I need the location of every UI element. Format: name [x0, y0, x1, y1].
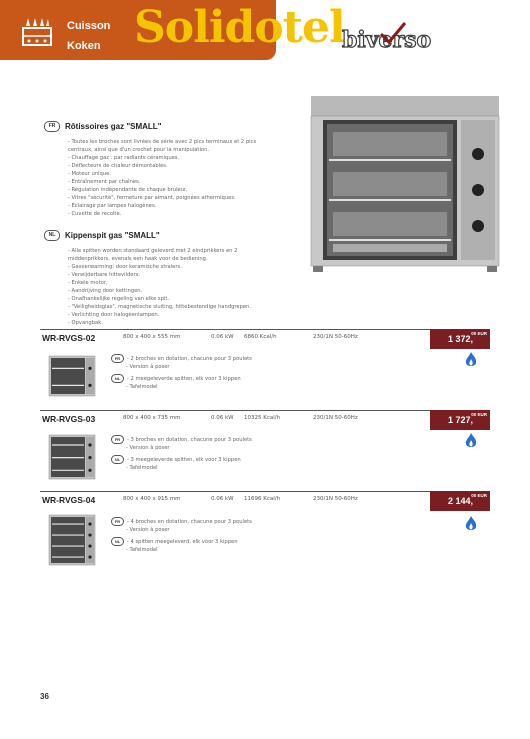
control-knob-icon	[88, 544, 91, 547]
list-item: - "Veiligheidsglas", magnetische sluiting, hittebestendige handgrepen.	[68, 304, 251, 310]
row-divider	[40, 410, 490, 411]
rotisserie-hero-image	[305, 94, 501, 274]
detail-fr-line: - 4 broches en dotation, chacune pour 3 poulets	[127, 519, 252, 525]
detail-nl-line: - Tafelmodel	[126, 546, 158, 553]
list-item: - Chauffage gaz : par radiants céramiques.	[68, 155, 180, 161]
gas-flame-icon	[465, 352, 477, 368]
gas-flame-icon	[465, 516, 477, 532]
category-title-nl: Koken	[67, 40, 101, 52]
row-divider	[40, 491, 490, 492]
list-item: - Opvangbak.	[68, 320, 103, 326]
page-number: 36	[40, 692, 49, 701]
lang-badge-nl: NL	[111, 374, 124, 383]
brand-logo-biverso: biverso	[342, 27, 432, 53]
product-heat-output: 11696 Kcal/h	[244, 496, 281, 502]
lang-badge-nl: NL	[111, 455, 124, 464]
detail-nl-line: - 3 meegeleverde spitten, elk voor 3 kippen	[127, 457, 241, 463]
product-image	[48, 355, 96, 397]
row-divider	[40, 329, 490, 330]
description-title-nl: Kippenspit gas "SMALL"	[65, 231, 160, 240]
price-value: 2 144,	[447, 496, 473, 506]
description-fr	[44, 116, 294, 218]
gas-flame-icon	[465, 433, 477, 449]
product-dimensions: 800 x 400 x 915 mm	[123, 496, 181, 502]
brand-logo-solidotel: Solidotel	[134, 2, 345, 53]
lang-badge-nl: NL	[111, 537, 124, 546]
list-item: - Toutes les broches sont livrées de série avec 2 pics terminaux et 2 pics	[68, 139, 257, 145]
price-badge	[430, 329, 490, 349]
product-power: 0.06 kW	[211, 334, 234, 340]
list-item: - Alle spitten worden standaard geleverd met 2 eindprikkers en 2	[68, 248, 238, 254]
product-heat-output: 10325 Kcal/h	[244, 415, 281, 421]
price-badge	[430, 410, 490, 430]
list-item: - Cuvette de recolte.	[68, 211, 122, 217]
list-item: centraux, ainsi que d'un crochet pour la manipulation.	[68, 147, 210, 153]
product-heat-output: 6860 Kcal/h	[244, 334, 277, 340]
rotisserie-icon	[20, 14, 54, 48]
product-details	[111, 354, 331, 391]
list-item: - Régulation indépendante de chaque bruleur.	[68, 187, 188, 193]
detail-fr-line: - Version à poser	[126, 363, 170, 370]
product-image	[48, 514, 96, 566]
list-item: - Enkele motor.	[68, 280, 108, 286]
product-code: WR-RVGS-02	[42, 333, 96, 343]
detail-nl-line: - Tafelmodel	[126, 464, 158, 471]
list-item: - Entraînement par chaînes.	[68, 179, 141, 185]
product-power: 0.06 kW	[211, 415, 234, 421]
control-knob-icon	[88, 443, 91, 446]
product-voltage: 230/1N 50-60Hz	[313, 496, 358, 502]
list-item: - Eclairage par lampes halogènes.	[68, 203, 157, 209]
product-image	[48, 434, 96, 480]
control-knob-icon	[88, 456, 91, 459]
product-code: WR-RVGS-04	[42, 495, 96, 505]
list-item: - Onafhankelijke regeling van elke spit.	[68, 296, 170, 302]
lang-badge-fr: FR	[111, 517, 124, 526]
detail-fr-line: - Version à poser	[126, 444, 170, 451]
price-cents: 00 EUR	[471, 331, 487, 336]
detail-fr-line: - 2 broches en dotation, chacune pour 3 poulets	[127, 356, 252, 362]
list-item: - Vitres "sécurité", fermeture par aimant, poignées athermiques.	[68, 195, 236, 201]
price-value: 1 372,	[447, 334, 473, 344]
description-nl	[44, 225, 294, 327]
product-dimensions: 800 x 400 x 555 mm	[123, 334, 181, 340]
lang-badge-fr: FR	[111, 435, 124, 444]
product-code: WR-RVGS-03	[42, 414, 96, 424]
control-knob-icon	[88, 469, 91, 472]
product-voltage: 230/1N 50-60Hz	[313, 415, 358, 421]
detail-fr-line: - Version à poser	[126, 526, 170, 533]
control-knob-icon	[88, 384, 91, 387]
control-knob-icon	[88, 367, 91, 370]
lang-badge-fr: FR	[111, 354, 124, 363]
list-item: - Verwijderbare hittevilders.	[68, 272, 140, 278]
detail-fr-line: - 3 broches en dotation, chacune pour 3 poulets	[127, 437, 252, 443]
description-title-fr: Rôtissoires gaz "SMALL"	[65, 122, 162, 131]
list-item: - Verlichting door halogeenlampen.	[68, 312, 160, 318]
control-knob-icon	[88, 522, 91, 525]
product-details	[111, 517, 331, 554]
lang-badge-nl: NL	[44, 230, 60, 241]
category-title-fr: Cuisson	[67, 20, 111, 32]
product-power: 0.06 kW	[211, 496, 234, 502]
detail-nl-line: - Tafelmodel	[126, 383, 158, 390]
price-badge	[430, 491, 490, 511]
product-row	[40, 410, 490, 430]
detail-nl-line: - 4 spitten meegeleverd, elk voor 3 kippen	[127, 539, 238, 545]
list-item: - Aandrijving door kettingen.	[68, 288, 143, 294]
product-details	[111, 435, 331, 472]
list-item: - Déflecteurs de chaleur démontables.	[68, 163, 168, 169]
list-item: middenprikkers, evenals een haak voor de bediening.	[68, 256, 208, 262]
price-cents: 00 EUR	[471, 493, 487, 498]
lang-badge-fr: FR	[44, 121, 60, 132]
list-item: - Gasverwarming: door keramische stralers.	[68, 264, 182, 270]
control-knob-icon	[88, 533, 91, 536]
product-voltage: 230/1N 50-60Hz	[313, 334, 358, 340]
list-item: - Moteur unique.	[68, 171, 111, 177]
detail-nl-line: - 2 meegeleverde spitten, elk voor 3 kippen	[127, 376, 241, 382]
price-value: 1 727,	[447, 415, 473, 425]
product-row	[40, 329, 490, 349]
product-row	[40, 491, 490, 511]
price-cents: 00 EUR	[471, 412, 487, 417]
product-dimensions: 800 x 400 x 735 mm	[123, 415, 181, 421]
control-knob-icon	[88, 555, 91, 558]
checkmark-icon	[378, 20, 408, 46]
